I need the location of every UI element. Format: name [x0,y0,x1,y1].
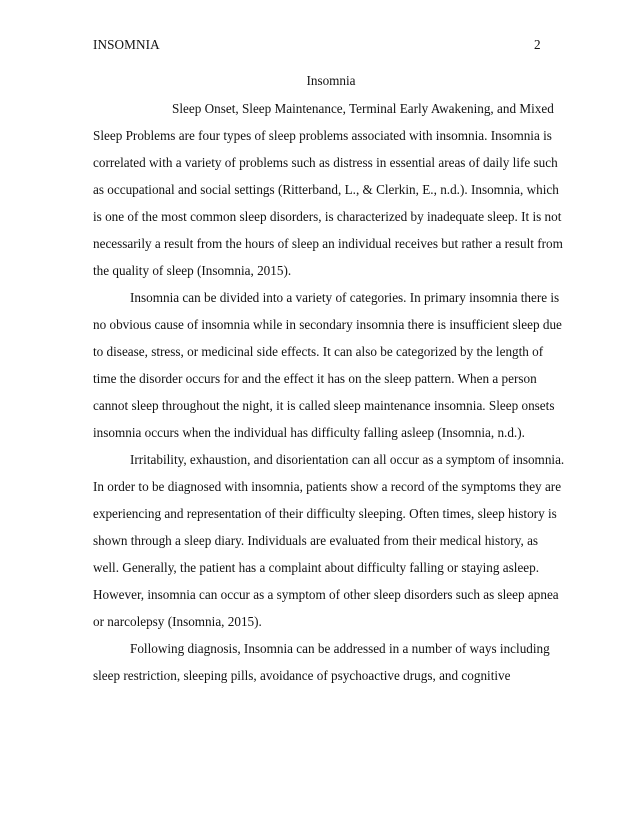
text-line: shown through a sleep diary. Individuals are evaluated from their medical history, as [93,533,539,548]
text-line: cannot sleep throughout the night, it is called sleep maintenance insomnia. Sleep onsets [93,398,555,413]
text-line: to disease, stress, or medicinal side effects. It can also be categorized by the length of [93,344,544,359]
running-head: INSOMNIA [93,37,160,52]
text-line: is one of the most common sleep disorders, is characterized by inadequate sleep. It is not [93,209,562,224]
text-line: sleep restriction, sleeping pills, avoidance of psychoactive drugs, and cognitive [93,668,511,683]
text-line: necessarily a result from the hours of sleep an individual receives but rather a result from [93,236,563,251]
text-line: no obvious cause of insomnia while in secondary insomnia there is insufficient sleep due [93,317,562,332]
text-line: experiencing and representation of their difficulty sleeping. Often times, sleep history is [93,506,557,521]
text-line: insomnia occurs when the individual has difficulty falling asleep (Insomnia, n.d.). [93,425,525,440]
text-line: Sleep Problems are four types of sleep problems associated with insomnia. Insomnia is [93,128,552,143]
text-line: well. Generally, the patient has a complaint about difficulty falling or staying asleep. [93,560,540,575]
text-line: time the disorder occurs for and the effect it has on the sleep pattern. When a person [93,371,537,386]
text-line: Irritability, exhaustion, and disorientation can all occur as a symptom of insomnia. [130,452,565,467]
text-line: However, insomnia can occur as a symptom of other sleep disorders such as sleep apnea [93,587,559,602]
text-line: as occupational and social settings (Ritterband, L., & Clerkin, E., n.d.). Insomnia, which [93,182,559,197]
text-line: correlated with a variety of problems such as distress in essential areas of daily life such [93,155,558,170]
text-line: or narcolepsy (Insomnia, 2015). [93,614,262,629]
text-line: Following diagnosis, Insomnia can be addressed in a number of ways including [130,641,550,656]
page-number: 2 [534,37,541,52]
text-line: the quality of sleep (Insomnia, 2015). [93,263,292,278]
text-line: Insomnia can be divided into a variety of categories. In primary insomnia there is [130,290,560,305]
document-title: Insomnia [306,73,356,88]
text-line: Sleep Onset, Sleep Maintenance, Terminal Early Awakening, and Mixed [172,101,554,116]
text-line: In order to be diagnosed with insomnia, patients show a record of the symptoms they are [93,479,562,494]
